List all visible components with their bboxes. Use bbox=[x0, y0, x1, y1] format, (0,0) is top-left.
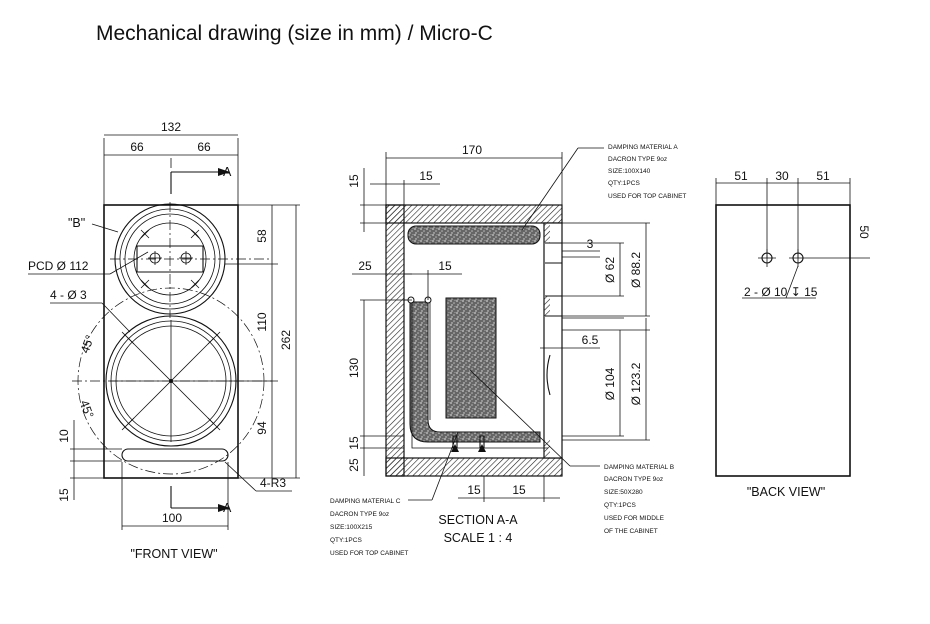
caption-section-scale: SCALE 1 : 4 bbox=[443, 531, 513, 545]
dim-section-15-horizontal: 15 bbox=[438, 259, 452, 273]
note-a-line-1: DAMPING MATERIAL A bbox=[608, 144, 678, 151]
note-damping-b bbox=[470, 370, 674, 535]
section-mark-a-bottom: A bbox=[223, 501, 232, 515]
angle-45-bottom: 45° bbox=[77, 398, 97, 421]
dim-radius: 4-R3 bbox=[260, 476, 287, 490]
page-title: Mechanical drawing (size in mm) / Micro-C bbox=[96, 22, 493, 45]
dim-section-6-5: 6.5 bbox=[581, 333, 599, 347]
damping-material-b bbox=[446, 298, 496, 418]
note-c-line-4: QTY:1PCS bbox=[330, 537, 362, 544]
note-b-line-2: DACRON TYPE 9oz bbox=[604, 476, 664, 483]
note-c-line-5: USED FOR TOP CABINET bbox=[330, 550, 409, 557]
dim-back-50: 50 bbox=[857, 225, 871, 239]
caption-section-aa: SECTION A-A bbox=[438, 513, 518, 527]
dim-section-25-vertical: 25 bbox=[347, 458, 361, 472]
back-panel-outline bbox=[716, 205, 850, 476]
note-a-line-3: SIZE:100X140 bbox=[608, 168, 651, 175]
note-b-line-6: OF THE CABINET bbox=[604, 528, 658, 535]
dim-66-left: 66 bbox=[130, 140, 144, 154]
dim-section-bottom-15a: 15 bbox=[467, 483, 481, 497]
dim-diameter-123: Ø 123.2 bbox=[629, 362, 643, 406]
damping-material-a bbox=[408, 226, 540, 244]
dim-132: 132 bbox=[160, 120, 182, 134]
note-a-line-2: DACRON TYPE 9oz bbox=[608, 156, 668, 163]
dim-section-left-15: 15 bbox=[347, 174, 361, 188]
dim-section-15-vertical: 15 bbox=[347, 436, 361, 450]
note-b-line-1: DAMPING MATERIAL B bbox=[604, 464, 675, 471]
dim-section-130: 130 bbox=[347, 357, 361, 379]
note-c-line-3: SIZE:100X215 bbox=[330, 524, 373, 531]
dim-section-top-15: 15 bbox=[419, 169, 433, 183]
dim-section-bottom-15b: 15 bbox=[512, 483, 526, 497]
dim-pcd: PCD Ø 112 bbox=[28, 259, 89, 273]
dim-slot-10: 10 bbox=[57, 429, 71, 443]
note-b-line-4: QTY:1PCS bbox=[604, 502, 636, 509]
back-view bbox=[716, 169, 871, 499]
wall-front bbox=[544, 223, 562, 458]
note-b-line-3: SIZE:50X280 bbox=[604, 489, 643, 496]
dim-back-holes: 2 - Ø 10 ↧ 15 bbox=[744, 285, 818, 299]
section-mark-a-top: A bbox=[223, 165, 232, 179]
dim-diameter-88: Ø 88.2 bbox=[629, 251, 643, 289]
dim-back-51-left: 51 bbox=[734, 169, 748, 183]
dim-66-right: 66 bbox=[197, 140, 211, 154]
wall-bottom bbox=[386, 458, 562, 476]
note-b-line-5: USED FOR MIDDLE bbox=[604, 515, 664, 522]
section-view bbox=[330, 143, 686, 557]
dim-110: 110 bbox=[255, 312, 269, 332]
label-b: "B" bbox=[68, 216, 86, 230]
dim-slot-15: 15 bbox=[57, 488, 71, 502]
dim-diameter-62: Ø 62 bbox=[603, 256, 617, 284]
note-a-line-5: USED FOR TOP CABINET bbox=[608, 193, 687, 200]
dim-back-30: 30 bbox=[775, 169, 789, 183]
caption-front-view: "FRONT VIEW" bbox=[130, 547, 218, 561]
dim-58: 58 bbox=[255, 229, 269, 243]
dim-diameter-104: Ø 104 bbox=[603, 367, 617, 401]
dim-holes-front: 4 - Ø 3 bbox=[50, 288, 87, 302]
note-c-line-2: DACRON TYPE 9oz bbox=[330, 511, 390, 518]
note-c-line-1: DAMPING MATERIAL C bbox=[330, 498, 401, 505]
dim-170: 170 bbox=[461, 143, 483, 157]
dim-slot-100: 100 bbox=[161, 511, 183, 525]
front-view bbox=[28, 120, 300, 561]
caption-back-view: "BACK VIEW" bbox=[746, 485, 826, 499]
note-a-line-4: QTY:1PCS bbox=[608, 180, 640, 187]
dim-262: 262 bbox=[279, 329, 293, 351]
dim-section-25: 25 bbox=[358, 259, 372, 273]
wall-top bbox=[386, 205, 562, 223]
bottom-slot bbox=[122, 449, 228, 461]
angle-45-top: 45° bbox=[77, 333, 98, 356]
wall-left bbox=[386, 205, 404, 476]
dim-section-3: 3 bbox=[586, 237, 594, 251]
dim-94: 94 bbox=[255, 421, 269, 435]
dim-back-51-right: 51 bbox=[816, 169, 830, 183]
